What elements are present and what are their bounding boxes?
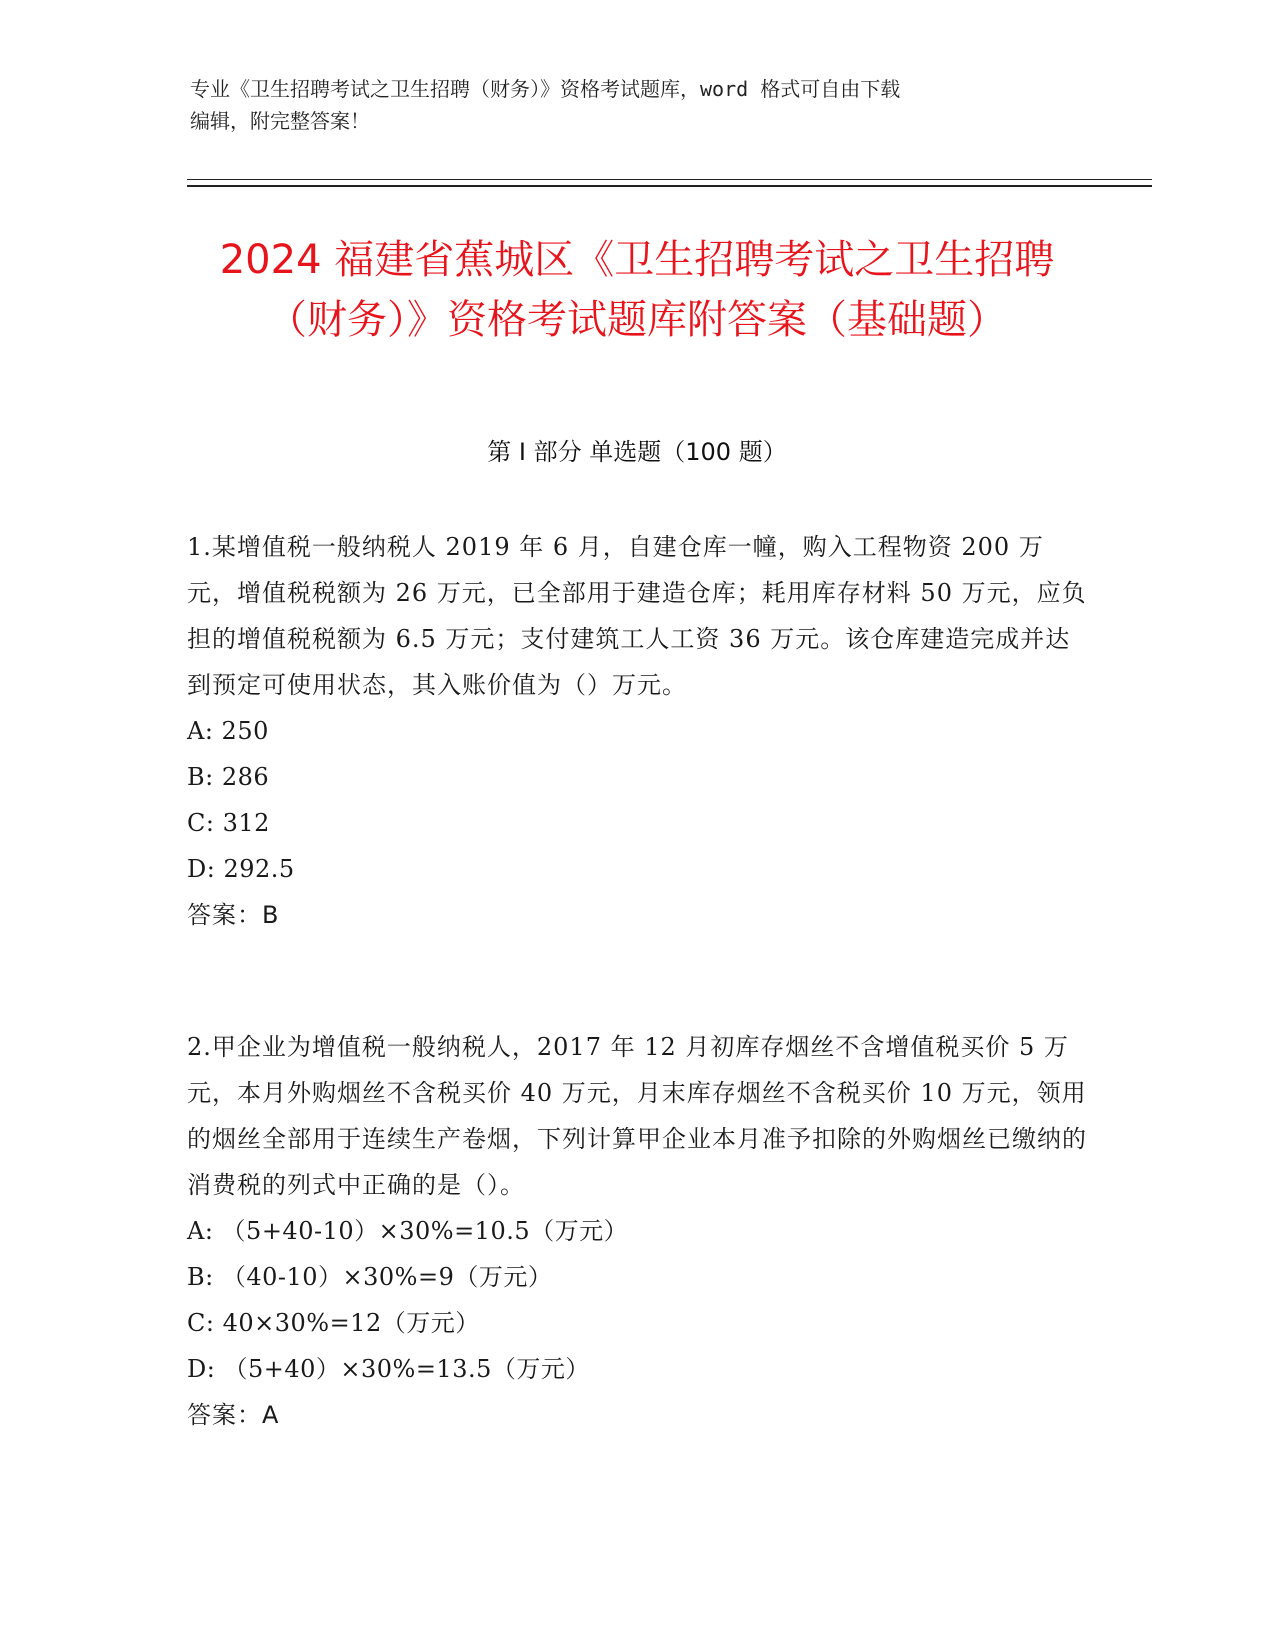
question-1 — [187, 524, 1087, 938]
option-d: D: （5+40）×30%=13.5（万元） — [187, 1355, 590, 1383]
answer-line: 答案：B — [187, 901, 280, 929]
question-stem: 1.某增值税一般纳税人 2019 年 6 月，自建仓库一幢，购入工程物资 200 万元，增值税税额为 26 万元，已全部用于建造仓库；耗用库存材料 50 万元，应负担的增值税税额为 6.5 万元；支付建筑工人工资 36 万元。该仓库建造完成并达到预定可使用状态，其入账价值为（）万元。 — [187, 533, 1087, 699]
question-2 — [187, 1024, 1087, 1438]
option-a: A: （5+40-10）×30%=10.5（万元） — [187, 1217, 629, 1245]
option-d: D: 292.5 — [187, 855, 295, 883]
document-title: 2024 福建省蕉城区《卫生招聘考试之卫生招聘（财务）》资格考试题库附答案（基础题） — [219, 237, 1055, 343]
option-c: C: 40×30%=12（万元） — [187, 1309, 480, 1337]
answer-line: 答案：A — [187, 1401, 280, 1429]
option-b: B: 286 — [187, 763, 270, 791]
option-list — [187, 708, 1087, 892]
option-a: A: 250 — [187, 717, 269, 745]
option-b: B: （40-10）×30%=9（万元） — [187, 1263, 553, 1291]
header-divider-thin — [187, 179, 1152, 180]
question-stem: 2.甲企业为增值税一般纳税人，2017 年 12 月初库存烟丝不含增值税买价 5 万元，本月外购烟丝不含税买价 40 万元，月末库存烟丝不含税买价 10 万元，领用的烟丝全部用于连续生产卷烟，下列计算甲企业本月准予扣除的外购烟丝已缴纳的消费税的列式中正确的是（）。 — [187, 1033, 1087, 1199]
header-divider-thick — [187, 185, 1152, 187]
section-title: 第 I 部分 单选题（100 题） — [487, 438, 787, 466]
option-c: C: 312 — [187, 809, 270, 837]
header-note: 专业《卫生招聘考试之卫生招聘（财务）》资格考试题库，word 格式可自由下载 编辑，附完整答案！ — [190, 77, 901, 133]
option-list — [187, 1208, 1087, 1392]
